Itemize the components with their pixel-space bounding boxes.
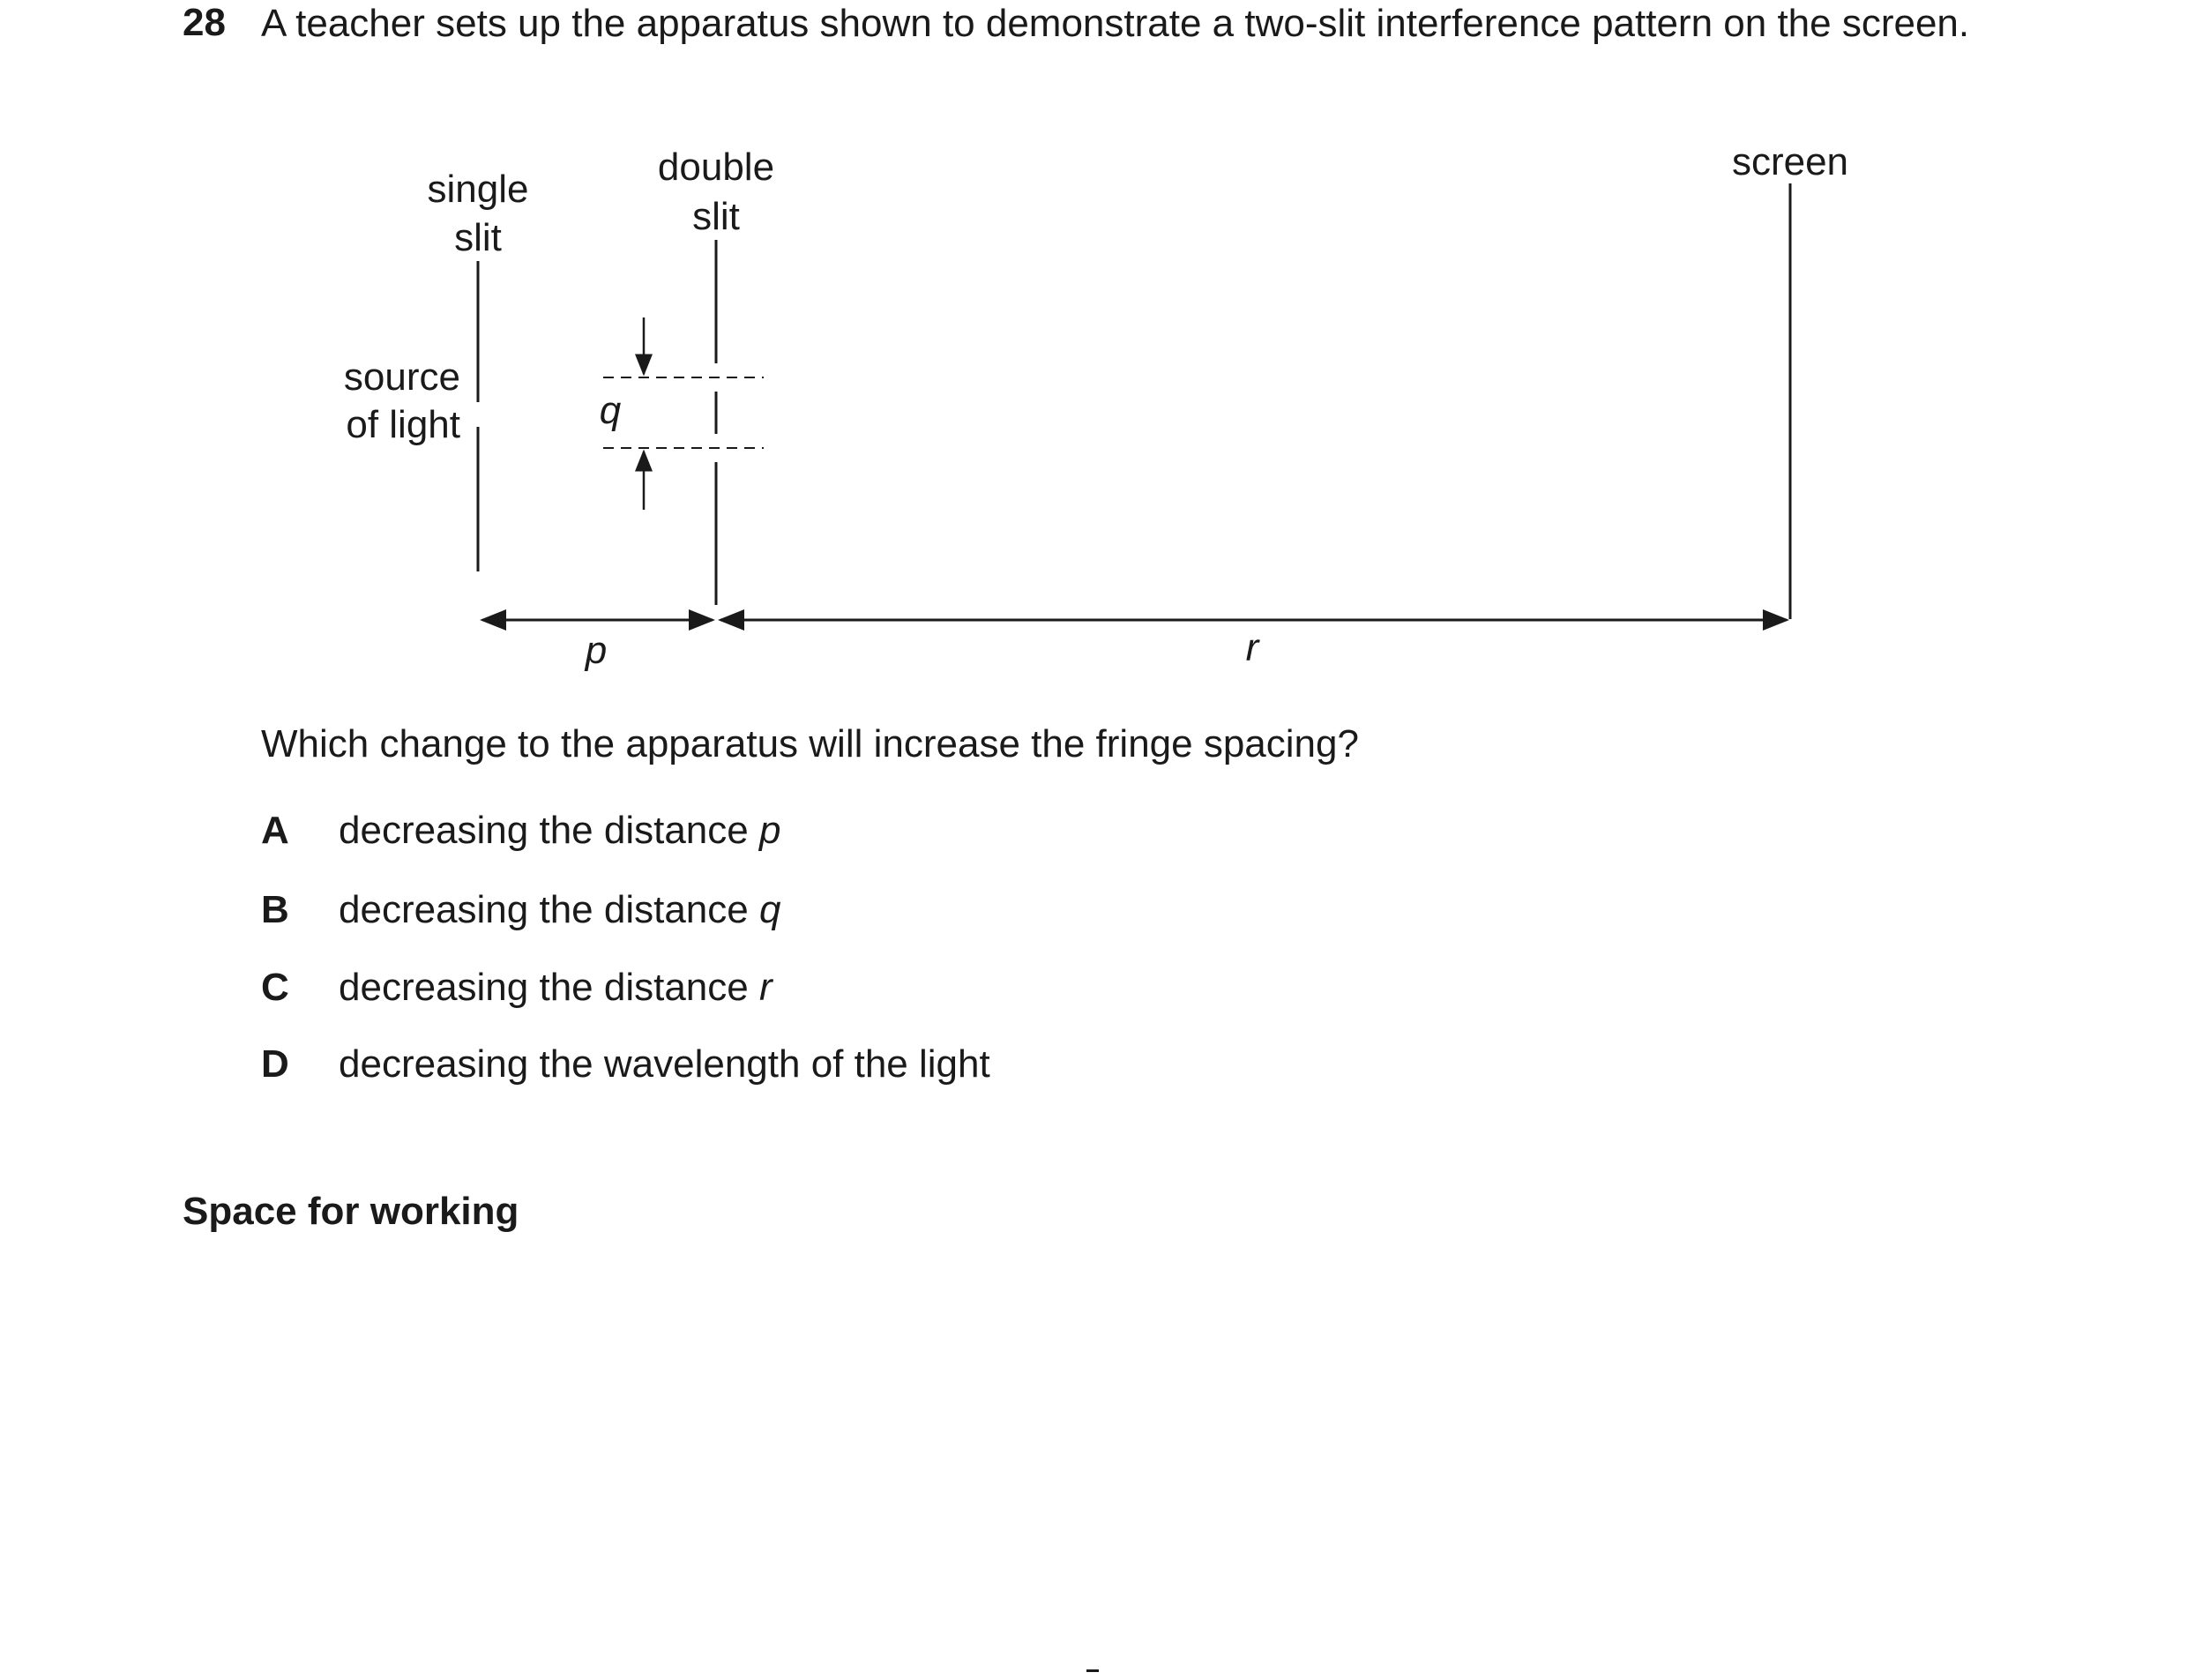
- double-slit-label-line1: double: [657, 146, 775, 189]
- option-text: decreasing the wavelength of the light: [339, 1042, 990, 1086]
- source-label-line1: source: [343, 355, 460, 399]
- question-stem: A teacher sets up the apparatus shown to demonstrate a two-slit interference pattern on the screen.: [261, 2, 1970, 45]
- option-letter: A: [261, 809, 289, 852]
- screen-label: screen: [1731, 140, 1849, 183]
- option-text: decreasing the distance q: [339, 888, 781, 931]
- r-label: r: [1245, 626, 1259, 669]
- double-slit-label-line2: slit: [692, 195, 740, 238]
- option-text: decreasing the distance p: [339, 809, 781, 852]
- option-letter: D: [261, 1042, 289, 1086]
- p-label: p: [585, 629, 608, 672]
- option-letter: B: [261, 888, 289, 931]
- single-slit-label-line2: slit: [454, 216, 502, 259]
- apparatus-diagram: [0, 0, 2187, 723]
- question-prompt: Which change to the apparatus will increase the fringe spacing?: [261, 722, 1359, 765]
- single-slit-label-line1: single: [427, 168, 529, 211]
- page-footer-mark: [1086, 1669, 1099, 1672]
- source-label-line2: of light: [346, 403, 460, 446]
- question-number: 28: [183, 1, 226, 44]
- q-label: q: [599, 389, 622, 432]
- option-letter: C: [261, 966, 289, 1009]
- option-text: decreasing the distance r: [339, 966, 773, 1009]
- working-space-heading: Space for working: [183, 1190, 519, 1233]
